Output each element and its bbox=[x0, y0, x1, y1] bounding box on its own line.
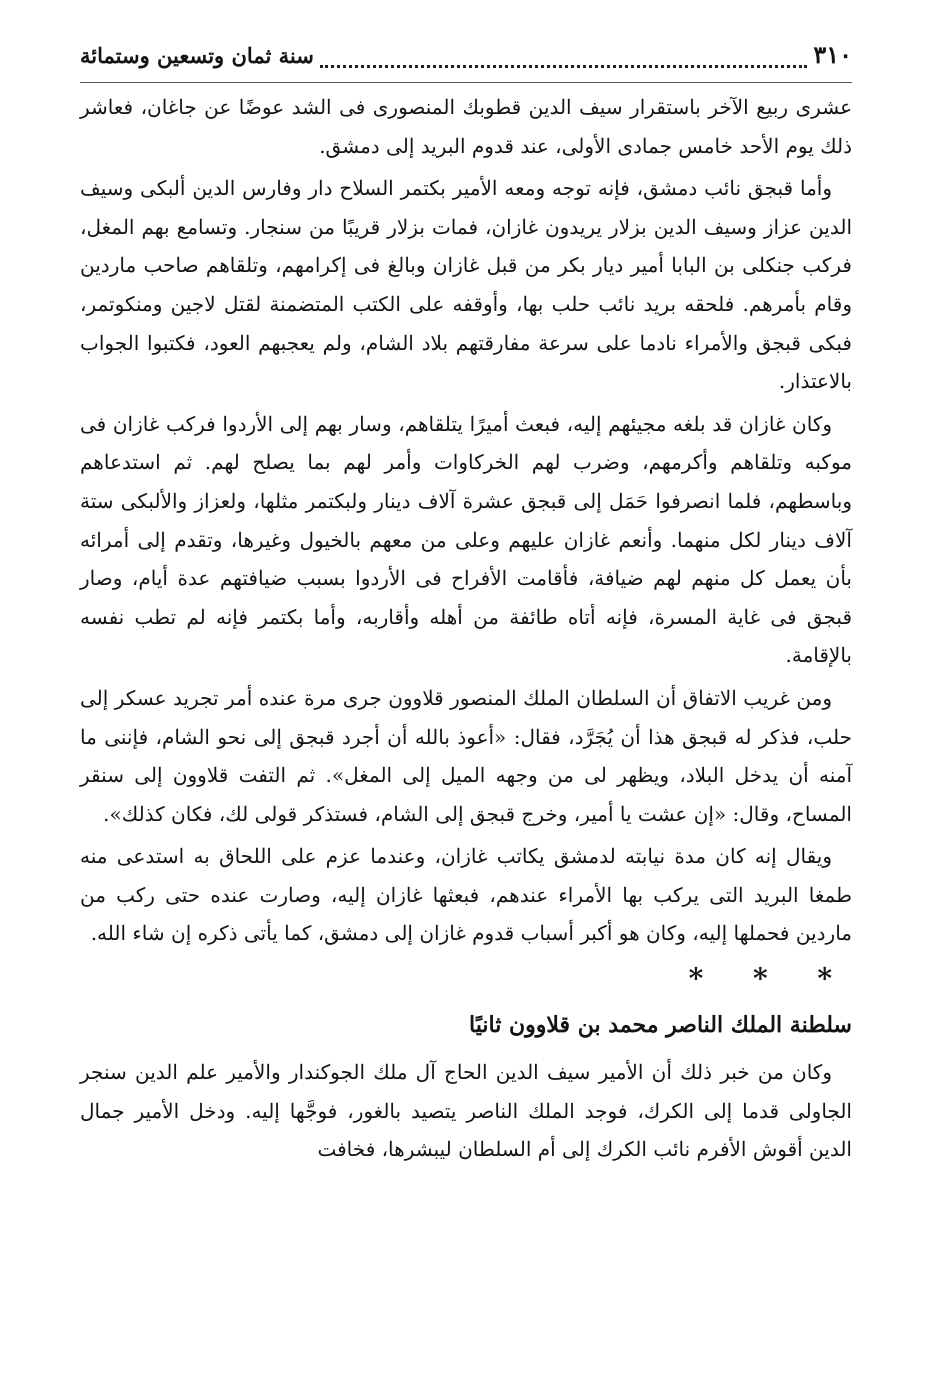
paragraph-3: وكان غازان قد بلغه مجيئهم إليه، فبعث أميرًا يتلقاهم، وسار بهم إلى الأردوا فركب غازان فى موكبه وتلقاهم وأكرمهم، وضرب لهم الخركاوات وأمر لهم بما يصلح لهم. ثم استدعاهم وباسطهم، فلما انصرفوا حَمَل إلى قبجق عشرة آلاف دينار ولبكتمر مثلها، ولعزاز والألبكى ستة آلاف دينار لكل منهما. وأنعم غازان عليهم وعلى من معهم بالخيول وغيرها، وتقدم إلى أمرائه بأن يعمل كل منهم لهم ضيافة، فأقامت الأفراح فى الأردوا بسبب ضيافتهم عدة أيام، وصار قبجق فى غاية المسرة، فإنه أتاه طائفة من أهله وأقاربه، وأما بكتمر فإنه لم تطب نفسه بالإقامة. bbox=[80, 411, 852, 668]
paragraph-2: وأما قبجق نائب دمشق، فإنه توجه ومعه الأمير بكتمر السلاح دار وفارس الدين ألبكى وسيف الدين عزاز وسيف الدين بزلار يريدون غازان، فمات بزلار قريبًا من سنجار. وتسامع بهم المغل، فركب جنكلى بن البابا أمير ديار بكر من قبل غازان وبالغ فى إكرامهم، وتلقاهم صاحب ماردين وقام بأمرهم. فلحقه بريد نائب حلب بها، وأوقفه على الكتب المتضمنة لقتل لاجين ومنكوتمر، فبكى قبجق والأمراء نادما على سرعة مفارقتهم بلاد الشام، ولم يعجبهم العود، فكتبوا الجواب بالاعتذار. bbox=[80, 176, 852, 394]
paragraph-4: ومن غريب الاتفاق أن السلطان الملك المنصور قلاوون جرى مرة عنده أمر تجريد عسكر إلى حلب، فذكر له قبجق هذا أن يُجَرَّد، فقال: «أعوذ بالله أن أجرد قبجق إلى نحو الشام، فإننى ما آمنه أن يدخل البلاد، ويظهر لى من وجهه الميل إلى المغل». ثم التفت قلاوون إلى سنقر المساح، وقال: «إن عشت يا أمير، وخرج قبجق إلى الشام، فستذكر قولى لك، فكان كذلك». bbox=[80, 685, 852, 826]
section-paragraph: وكان من خبر ذلك أن الأمير سيف الدين الحاج آل ملك الجوكندار والأمير علم الدين سنجر الجاولى قدما إلى الكرك، فوجد الملك الناصر يتصيد بالغور، فوجَّها إليه. ودخل الأمير جمال الدين أقوش الأفرم نائب الكرك إلى أم السلطان ليبشرها، فخافت bbox=[80, 1060, 852, 1162]
page-number: ٣١٠ bbox=[813, 40, 852, 69]
header-dot-leader bbox=[320, 47, 808, 68]
header-rule bbox=[80, 82, 852, 83]
section-divider: * * * bbox=[688, 962, 852, 996]
running-header bbox=[80, 40, 852, 74]
paragraph-1: عشرى ربيع الآخر باستقرار سيف الدين قطوبك المنصورى فى الشد عوضًا عن جاغان، فعاشر ذلك يوم الأحد خامس جمادى الأولى، عند قدوم البريد إلى دمشق. bbox=[80, 95, 852, 158]
paragraph-5: ويقال إنه كان مدة نيابته لدمشق يكاتب غازان، وعندما عزم على اللحاق به استدعى منه طمغا البريد التى يركب بها الأمراء عندهم، فبعثها غازان إليه، وصارت عنده حتى ركب من ماردين فحملها إليه، وكان هو أكبر أسباب قدوم غازان إلى دمشق، كما يأتى ذكره إن شاء الله. bbox=[80, 844, 853, 946]
section-heading: سلطنة الملك الناصر محمد بن قلاوون ثانيًا bbox=[469, 1012, 852, 1039]
running-title: سنة ثمان وتسعين وستمائة bbox=[80, 43, 314, 68]
page-body bbox=[80, 88, 852, 1173]
